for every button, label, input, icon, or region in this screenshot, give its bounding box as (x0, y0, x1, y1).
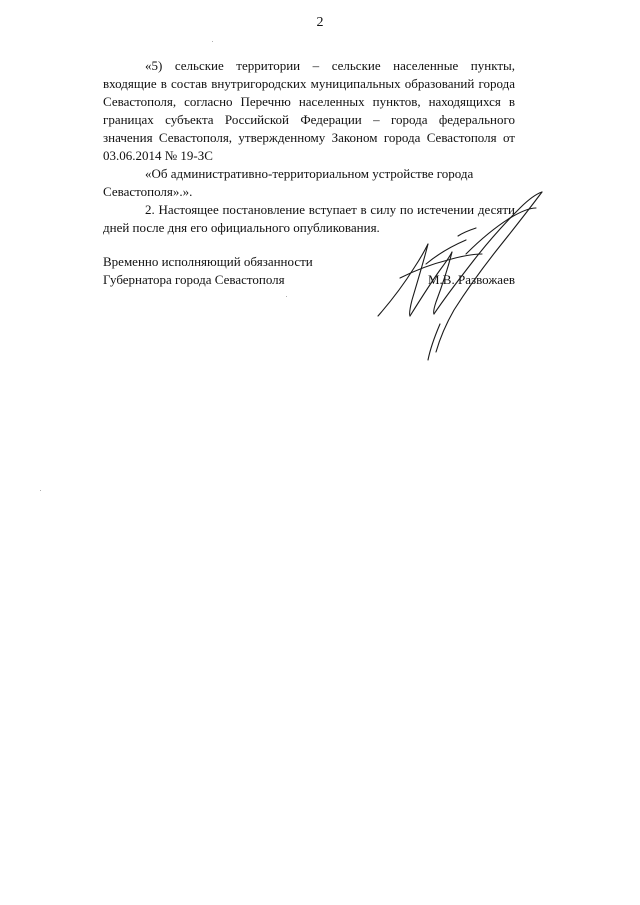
signature-block (103, 253, 515, 289)
signer-position-line-1: Временно исполняющий обязанности (103, 254, 313, 269)
document-body (103, 57, 515, 237)
scan-dot (40, 490, 41, 491)
signer-position-line-2: Губернатора города Севастополя (103, 272, 285, 287)
paragraph-1-last-line: «Об административно-территориальном устройстве города Севастополя».». (103, 166, 474, 199)
scan-dot (286, 296, 287, 297)
paragraph-1 (103, 57, 515, 201)
scan-dot (212, 41, 213, 42)
paragraph-2-text: 2. Настоящее постановление вступает в силу по истечении десяти дней после дня его официального опубликования. (103, 202, 515, 235)
signer-name: М.В. Развожаев (427, 272, 515, 287)
paragraph-1-text: «5) сельские территории – сельские населенные пункты, входящие в состав внутригородских муниципальных образований города Севастополя, согласно Перечню населенных пунктов, находящихся в границах субъекта Российской Федерации – города федерального значения Севастополя, утвержденному Законом города Севастополя от 03.06.2014 № 19-ЗС (103, 58, 515, 163)
paragraph-2 (103, 201, 515, 237)
page-number: 2 (316, 15, 324, 30)
